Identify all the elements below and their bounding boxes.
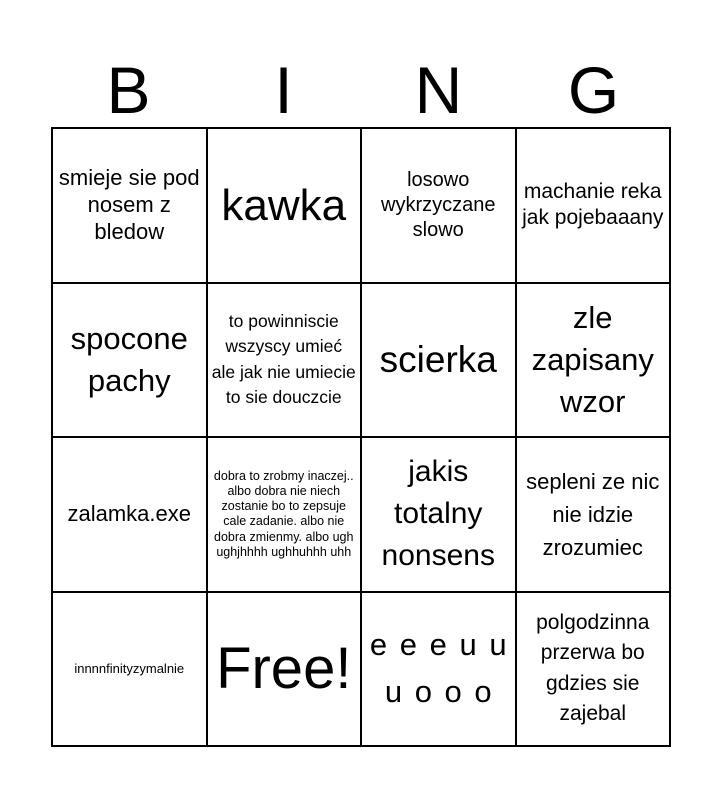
bingo-cell[interactable] [208,438,363,593]
cell-text: e e e u u u o o o [369,627,507,709]
free-cell[interactable] [208,593,363,748]
cell-text: scierka [379,338,497,380]
cell-text: jakis totalny nonsens [381,455,495,573]
bingo-cell[interactable] [362,284,517,439]
cell-text: sepleni ze nic nie idzie zrozumiec [526,468,660,560]
title-letter-n: N [414,53,463,127]
bingo-title [51,52,671,128]
cell-text: polgodzinna przerwa bo gdzies sie zajebal [536,610,650,726]
bingo-cell[interactable] [362,438,517,593]
bingo-cell[interactable] [517,593,672,748]
cell-text: dobra to zrobmy inaczej.. albo dobra nie niech zostanie bo to zepsuje cale zadanie. albo nie dobra zmienmy. albo ugh ughjhhhh ughhuhhh uhh [213,468,354,559]
cell-text: zle zapisany wzor [531,299,654,419]
title-letter-g: G [567,53,620,127]
bingo-cell[interactable] [362,129,517,284]
cell-text: spocone pachy [70,320,188,398]
bingo-cell[interactable] [517,438,672,593]
bingo-cell[interactable] [53,438,208,593]
bingo-cell[interactable] [53,593,208,748]
cell-text: machanie reka jak pojebaaany [522,180,664,230]
cell-text: zalamka.exe [67,500,191,526]
cell-text: losowo wykrzyczane slowo [381,168,496,241]
bingo-cell[interactable] [53,284,208,439]
title-letter-b: B [106,53,151,127]
bingo-cell[interactable] [208,129,363,284]
cell-text: innnnfinityzymalnie [74,660,185,676]
bingo-grid [51,127,671,747]
bingo-cell[interactable] [517,129,672,284]
cell-text: smieje sie pod nosem z bledow [58,165,200,244]
bingo-cell[interactable] [208,284,363,439]
cell-text: Free! [216,635,352,701]
cell-text: kawka [221,180,347,230]
cell-text: to powinniscie wszyscy umieć ale jak nie umiecie to sie douczcie [211,311,356,408]
title-letter-i: I [274,53,293,127]
bingo-cell[interactable] [362,593,517,748]
bingo-cell[interactable] [517,284,672,439]
bingo-cell[interactable] [53,129,208,284]
